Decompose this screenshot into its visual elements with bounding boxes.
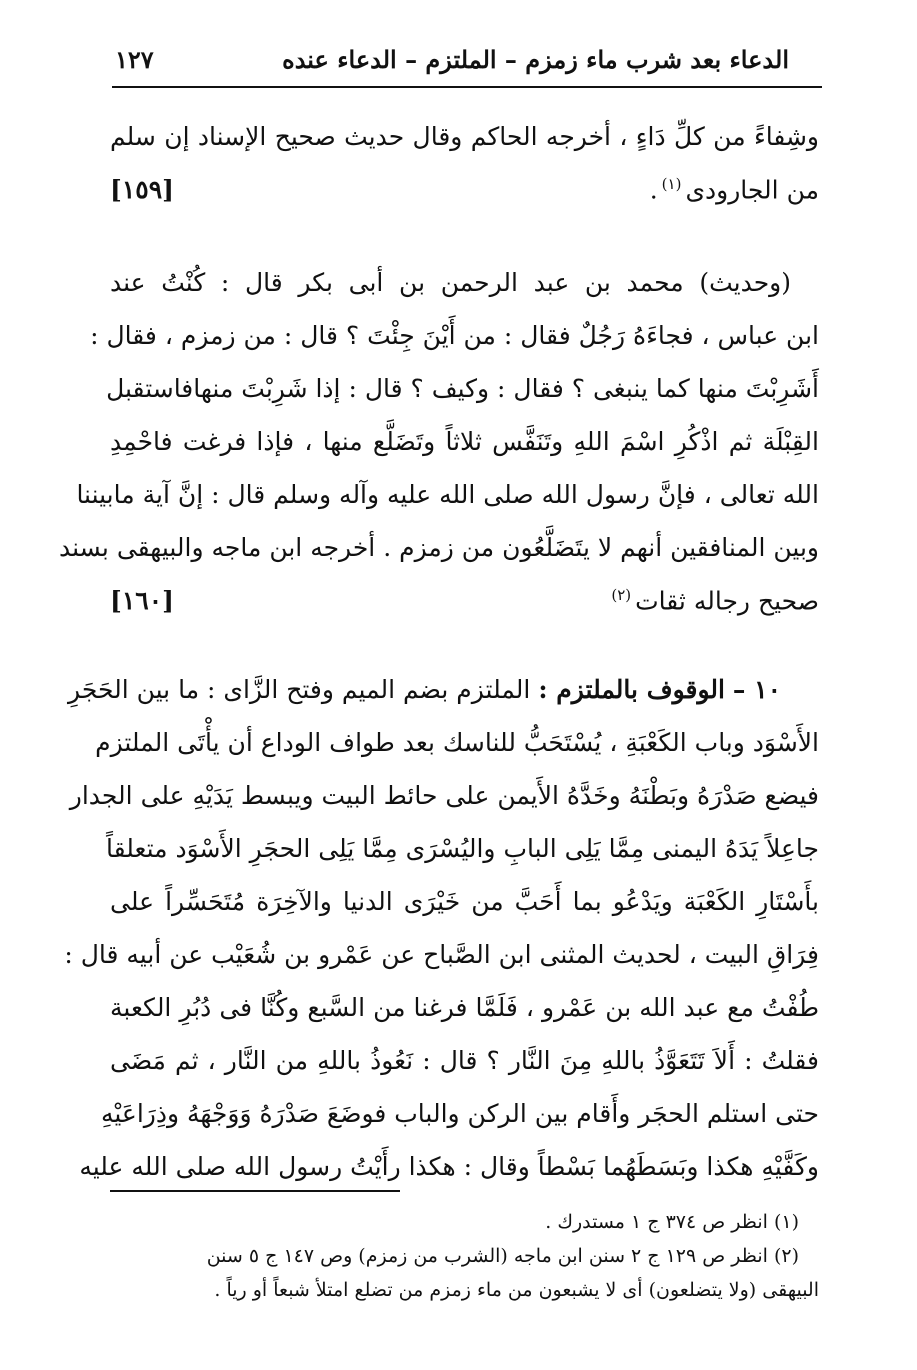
page-body — [58, 110, 819, 1193]
text-line: الله تعالى ، فإنَّ رسول الله صلى الله عليه وآله وسلم قال : إنَّ آية مابيننا — [76, 480, 819, 509]
text-line: أَشَرِبْتَ منها كما ينبغى ؟ فقال : وكيف ؟ قال : إذا شَرِبْتَ منهافاستقبل — [106, 374, 819, 403]
text-line: جاعِلاً يَدَهُ اليمنى مِمَّا يَلِى البابِ واليُسْرَى مِمَّا يَلِى الحجَرِ الأَسْوَد متعلقاً — [106, 834, 819, 863]
text-line: فقلتُ : أَلاَ تَتَعَوَّذُ باللهِ مِنَ النَّار ؟ قال : نَعُوذُ باللهِ من النَّار ، ثم مَضَى — [110, 1046, 819, 1075]
text-line: بأَسْتَارِ الكَعْبَة ويَدْعُو بما أَحَبَّ من خَيْرَى الدنيا والآخِرَة مُتَحَسِّراً على — [110, 887, 819, 916]
text-line: ابن عباس ، فجاءَهُ رَجُلٌ فقال : من أَيْنَ جِئْتَ ؟ قال : من زمزم ، فقال : — [90, 321, 819, 350]
text-line: حتى استلم الحجَر وأَقام بين الركن والباب فوضَعَ صَدْرَهُ وَوَجْهَهُ وذِرَاعَيْهِ — [100, 1099, 819, 1128]
hadith-ref-number: [١٦٠] — [110, 586, 174, 615]
footnotes — [110, 1205, 819, 1307]
footnote-marker: (٢) — [611, 585, 632, 604]
footnote-rule — [110, 1190, 400, 1192]
paragraph-3 — [64, 663, 819, 1193]
text-line: صحيح رجاله ثقات$^{(٢)}$ [١٦٠] — [110, 585, 819, 616]
footnote-1: (١) انظر ص ٣٧٤ ج ١ مستدرك . — [545, 1211, 799, 1233]
hadith-ref-number: [١٥٩] — [110, 175, 174, 204]
page-header — [115, 38, 789, 80]
section-number: ١٠ – — [732, 675, 781, 704]
text-line: وبين المنافقين أنهم لا يتَضَلَّعُون من زمزم . أخرجه ابن ماجه والبيهقى بسند — [58, 533, 819, 562]
running-title: الدعاء بعد شرب ماء زمزم – الملتزم – الدعاء عنده — [282, 44, 789, 74]
footnote-2-line-1: (٢) انظر ص ١٢٩ ج ٢ سنن ابن ماجه (الشرب من زمزم) وص ١٤٧ ج ٥ سنن — [206, 1245, 799, 1267]
footnote-2-line-2: البيهقى (ولا يتضلعون) أى لا يشبعون من ماء زمزم من تضلع امتلأ شبعاً أو رياً . — [214, 1279, 819, 1301]
text-line: ١٠ – الوقوف بالملتزم : الملتزم بضم الميم وفتح الزَّاى : ما بين الحَجَرِ — [68, 675, 781, 704]
paragraph-1 — [110, 110, 819, 216]
text-line: (وحديث) محمد بن عبد الرحمن بن أبى بكر قال : كُنْتُ عند — [110, 268, 791, 297]
footnote-marker: (١) — [661, 174, 682, 193]
text-line: طُفْتُ مع عبد الله بن عَمْرو ، فَلَمَّا فرغنا من السَّبع وكُنَّا فى دُبُرِ الكعبة — [110, 993, 819, 1022]
text-line: وكَفَّيْهِ هكذا وبَسَطَهُما بَسْطاً وقال : هكذا رأَيْتُ رسول الله صلى الله عليه — [79, 1152, 819, 1181]
page-number: ١٢٧ — [115, 44, 154, 74]
text-line: الأَسْوَد وباب الكَعْبَةِ ، يُسْتَحَبُّ للناسك بعد طواف الوداع أن يأْتَى الملتزم — [95, 728, 819, 757]
paragraph-2 — [58, 256, 819, 627]
text-line: وشِفاءً من كلِّ دَاءٍ ، أخرجه الحاكم وقال حديث صحيح الإسناد إن سلم — [110, 122, 819, 151]
text-line: القِبْلَة ثم اذْكُرِ اسْمَ اللهِ وتَنَفَّس ثلاثاً وتَضَلَّع منها ، فإذا فرغت فاحْمِدِ — [110, 427, 819, 456]
text-line: فِرَاقِ البيت ، لحديث المثنى ابن الصَّباح عن عَمْرو بن شُعَيْب عن أبيه قال : — [64, 940, 819, 969]
header-rule — [112, 86, 822, 88]
text-line: من الجارودى$^{(١)}$. [١٥٩] — [110, 174, 819, 205]
section-heading: الوقوف بالملتزم : — [538, 675, 725, 704]
text-line: فيضع صَدْرَهُ وبَطْنَهُ وخَدَّهُ الأَيمن على حائط البيت ويبسط يَدَيْهِ على الجدار — [69, 781, 819, 810]
